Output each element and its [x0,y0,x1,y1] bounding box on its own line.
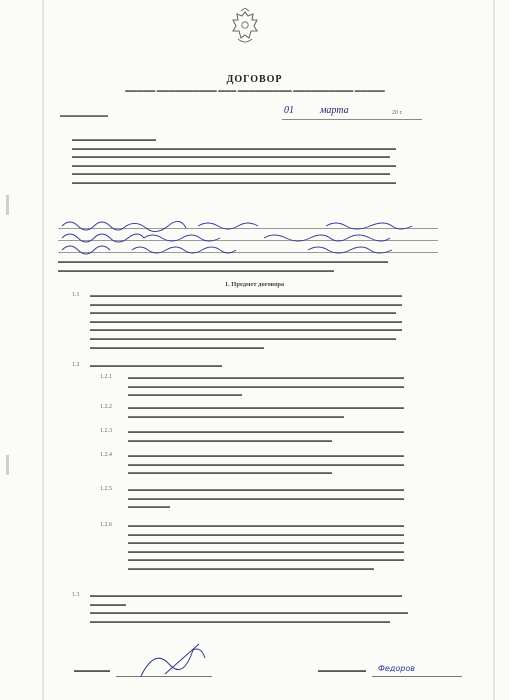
clause-text: ▬▬▬▬▬▬▬▬▬▬▬▬▬▬▬▬▬▬▬▬▬▬ [90,363,222,369]
signature-label-right: ▬▬▬▬▬▬▬▬ [318,668,366,674]
date-day: 01 [284,105,294,116]
coat-of-arms-emblem [229,8,261,48]
signature-line-right [372,676,462,677]
clause-text: ▬▬▬▬▬▬▬▬▬▬▬▬▬▬▬▬▬▬▬▬▬▬▬▬▬▬▬▬▬▬▬▬▬▬▬▬▬▬▬▬▬▬▬▬▬▬ ▬▬▬▬▬▬▬▬▬▬▬▬▬▬▬▬▬▬▬▬▬▬▬▬▬▬▬▬▬▬▬▬▬▬▬▬▬▬▬▬▬▬▬▬▬▬ ▬▬▬▬▬▬▬▬▬▬▬▬▬▬▬▬▬▬▬ [128,375,404,399]
clause-number: 1.2.1 [100,374,112,380]
punch-hole-mark [6,455,9,475]
clause-number: 1.2 [72,362,80,368]
clause-text: ▬▬▬▬▬▬▬▬▬▬▬▬▬▬▬▬▬▬▬▬▬▬▬▬▬▬▬▬▬▬▬▬▬▬▬▬▬▬▬▬▬▬▬▬▬▬ ▬▬▬▬▬▬▬▬▬▬▬▬▬▬▬▬▬▬▬▬▬▬▬▬▬▬▬▬▬▬▬▬▬▬▬▬ [128,405,404,420]
punch-hole-mark [6,195,9,215]
clause-text: ▬▬▬▬▬▬▬▬▬▬▬▬▬▬▬▬▬▬▬▬▬▬▬▬▬▬▬▬▬▬▬▬▬▬▬▬▬▬▬▬▬▬▬▬▬▬▬▬▬▬▬▬ ▬▬▬▬▬▬ ▬▬▬▬▬▬▬▬▬▬▬▬▬▬▬▬▬▬▬▬▬▬▬▬▬▬▬▬▬▬▬▬▬▬▬▬▬▬▬▬▬▬▬▬▬▬▬▬▬▬▬▬▬ ▬▬▬▬▬▬▬▬▬▬▬▬▬▬▬▬▬▬▬▬▬▬▬▬▬▬▬▬▬▬▬▬▬▬▬▬▬▬▬▬▬▬▬▬▬▬▬▬▬▬ [90,593,408,625]
clause-number: 1.2.6 [100,522,112,528]
clause-number: 1.2.3 [100,428,112,434]
clause-text: ▬▬▬▬▬▬▬▬▬▬▬▬▬▬▬▬▬▬▬▬▬▬▬▬▬▬▬▬▬▬▬▬▬▬▬▬▬▬▬▬▬▬▬▬▬▬ ▬▬▬▬▬▬▬▬▬▬▬▬▬▬▬▬▬▬▬▬▬▬▬▬▬▬▬▬▬▬▬▬▬▬▬▬▬▬▬▬▬▬▬▬▬▬ ▬▬▬▬▬▬▬▬▬▬▬▬▬▬▬▬▬▬▬▬▬▬▬▬▬▬▬▬▬▬▬▬▬▬▬▬▬▬▬▬▬▬▬▬▬▬ ▬▬▬▬▬▬▬▬▬▬▬▬▬▬▬▬▬▬▬▬▬▬▬▬▬▬▬▬▬▬▬▬▬▬▬▬▬▬▬▬▬▬▬▬▬▬ ▬▬▬▬▬▬▬▬▬▬▬▬▬▬▬▬▬▬▬▬▬▬▬▬▬▬▬▬▬▬▬▬▬▬▬▬▬▬▬▬▬▬▬▬▬▬ ▬▬▬▬▬▬▬▬▬▬▬▬▬▬▬▬▬▬▬▬▬▬▬▬▬▬▬▬▬▬▬▬▬▬▬▬▬▬▬▬▬ [128,523,404,572]
page-edge-right [493,0,495,700]
date-month: марта [320,105,349,116]
document-title: ДОГОВОР [226,74,283,85]
clause-text: ▬▬▬▬▬▬▬▬▬▬▬▬▬▬▬▬▬▬▬▬▬▬▬▬▬▬▬▬▬▬▬▬▬▬▬▬▬▬▬▬▬▬▬▬▬▬ ▬▬▬▬▬▬▬▬▬▬▬▬▬▬▬▬▬▬▬▬▬▬▬▬▬▬▬▬▬▬▬▬▬▬▬▬▬▬▬▬▬▬▬▬▬▬ ▬▬▬▬▬▬▬▬▬▬▬▬▬▬▬▬▬▬▬▬▬▬▬▬▬▬▬▬▬▬▬▬▬▬ [128,453,404,477]
clause-text: ▬▬▬▬▬▬▬▬▬▬▬▬▬▬▬▬▬▬▬▬▬▬▬▬▬▬▬▬▬▬▬▬▬▬▬▬▬▬▬▬▬▬▬▬▬▬ ▬▬▬▬▬▬▬▬▬▬▬▬▬▬▬▬▬▬▬▬▬▬▬▬▬▬▬▬▬▬▬▬▬▬ [128,429,404,444]
preamble-continuation: ▬▬▬▬▬▬▬▬▬▬▬▬▬▬▬▬▬▬▬▬▬▬▬▬▬▬▬▬▬▬▬▬▬▬▬▬▬▬▬▬▬▬▬▬▬▬▬▬▬▬▬▬▬▬▬ ▬▬▬▬▬▬▬▬▬▬▬▬▬▬▬▬▬▬▬▬▬▬▬▬▬▬▬▬▬▬▬▬▬▬▬▬▬▬▬▬▬▬▬▬▬▬ [58,259,388,274]
clause-number: 1.2.5 [100,486,112,492]
date-underline [282,119,422,120]
clause-text: ▬▬▬▬▬▬▬▬▬▬▬▬▬▬▬▬▬▬▬▬▬▬▬▬▬▬▬▬▬▬▬▬▬▬▬▬▬▬▬▬▬▬▬▬▬▬ ▬▬▬▬▬▬▬▬▬▬▬▬▬▬▬▬▬▬▬▬▬▬▬▬▬▬▬▬▬▬▬▬▬▬▬▬▬▬▬▬▬▬▬▬▬▬ ▬▬▬▬▬▬▬ [128,487,404,511]
document-subtitle: ▬▬▬▬▬ ▬▬▬▬▬▬▬▬▬▬ ▬▬▬ ▬▬▬▬▬▬▬▬▬ ▬▬▬▬▬▬▬▬▬▬ ▬▬▬▬▬ [125,88,385,94]
clause-number: 1.1 [72,292,80,298]
date-year: 20 г. [392,110,403,116]
city-line: ▬▬▬▬▬▬▬▬ [60,113,108,119]
clause-number: 1.2.4 [100,452,112,458]
preamble-text: ▬▬▬▬▬▬▬▬▬▬▬▬▬▬ ▬▬▬▬▬▬▬▬▬▬▬▬▬▬▬▬▬▬▬▬▬▬▬▬▬▬▬▬▬▬▬▬▬▬▬▬▬▬▬▬▬▬▬▬▬▬▬▬▬▬▬▬▬▬ ▬▬▬▬▬▬▬▬▬▬▬▬▬▬▬▬▬▬▬▬▬▬▬▬▬▬▬▬▬▬▬▬▬▬▬▬▬▬▬▬▬▬▬▬▬▬▬▬▬▬▬▬▬ ▬▬▬▬▬▬▬▬▬▬▬▬▬▬▬▬▬▬▬▬▬▬▬▬▬▬▬▬▬▬▬▬▬▬▬▬▬▬▬▬▬▬▬▬▬▬▬▬▬▬▬▬▬▬ ▬▬▬▬▬▬▬▬▬▬▬▬▬▬▬▬▬▬▬▬▬▬▬▬▬▬▬▬▬▬▬▬▬▬▬▬▬▬▬▬▬▬▬▬▬▬▬▬▬▬▬▬▬ ▬▬▬▬▬▬▬▬▬▬▬▬▬▬▬▬▬▬▬▬▬▬▬▬▬▬▬▬▬▬▬▬▬▬▬▬▬▬▬▬▬▬▬▬▬▬▬▬▬▬▬▬▬▬ [72,137,396,186]
page-edge-left [42,0,44,700]
section-heading: 1. Предмет договора [224,281,285,288]
signature-right: Федоров [378,664,415,673]
clause-number: 1.3 [72,592,80,598]
handwritten-fill-in [58,216,448,264]
signature-left [135,640,215,684]
signature-label-left: ▬▬▬▬▬▬ [74,668,110,674]
clause-text: ▬▬▬▬▬▬▬▬▬▬▬▬▬▬▬▬▬▬▬▬▬▬▬▬▬▬▬▬▬▬▬▬▬▬▬▬▬▬▬▬▬▬▬▬▬▬▬▬▬▬▬▬ ▬▬▬▬▬▬▬▬▬▬▬▬▬▬▬▬▬▬▬▬▬▬▬▬▬▬▬▬▬▬▬▬▬▬▬▬▬▬▬▬▬▬▬▬▬▬▬▬▬▬▬▬ ▬▬▬▬▬▬▬▬▬▬▬▬▬▬▬▬▬▬▬▬▬▬▬▬▬▬▬▬▬▬▬▬▬▬▬▬▬▬▬▬▬▬▬▬▬▬▬▬▬▬▬ ▬▬▬▬▬▬▬▬▬▬▬▬▬▬▬▬▬▬▬▬▬▬▬▬▬▬▬▬▬▬▬▬▬▬▬▬▬▬▬▬▬▬▬▬▬▬▬▬▬▬▬▬ ▬▬▬▬▬▬▬▬▬▬▬▬▬▬▬▬▬▬▬▬▬▬▬▬▬▬▬▬▬▬▬▬▬▬▬▬▬▬▬▬▬▬▬▬▬▬▬▬▬▬▬▬ ▬▬▬▬▬▬▬▬▬▬▬▬▬▬▬▬▬▬▬▬▬▬▬▬▬▬▬▬▬▬▬▬▬▬▬▬▬▬▬▬▬▬▬▬▬▬▬▬▬▬▬ ▬▬▬▬▬▬▬▬▬▬▬▬▬▬▬▬▬▬▬▬▬▬▬▬▬▬▬▬▬ [90,293,402,351]
clause-number: 1.2.2 [100,404,112,410]
